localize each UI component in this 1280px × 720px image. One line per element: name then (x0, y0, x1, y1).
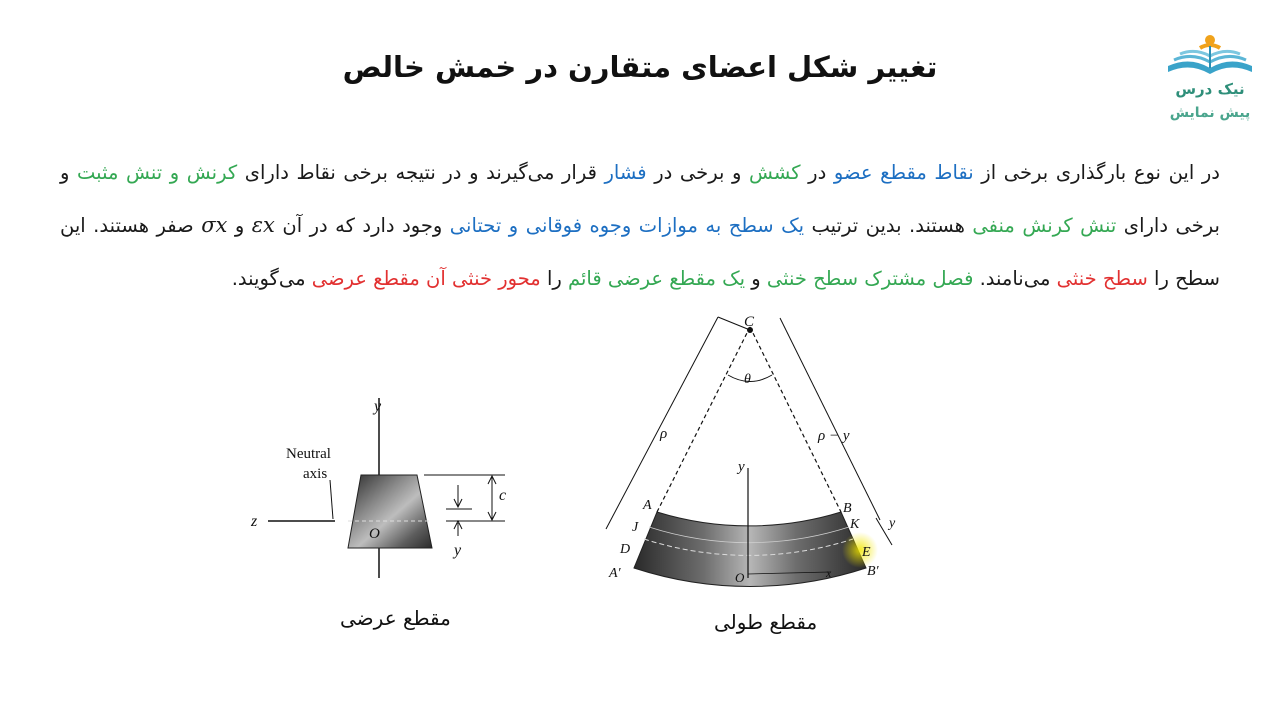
highlighted-term: تنش کرنش منفی (972, 214, 1117, 237)
label-b-prime: B′ (867, 564, 879, 579)
highlighted-term: فصل مشترک سطح خنثی (766, 267, 974, 290)
cs-c-label: c (499, 487, 507, 504)
highlighted-term: نقاط مقطع عضو (833, 161, 974, 184)
paragraph-text: و (227, 214, 252, 237)
label-o: O (735, 570, 745, 585)
label-b: B (843, 501, 852, 516)
cs-neutral-label-2: axis (303, 466, 328, 482)
label-theta: θ (744, 372, 751, 387)
cs-z-label: z (251, 513, 258, 530)
label-y-dim: y (889, 516, 896, 531)
label-rho: ρ (660, 426, 668, 442)
highlighted-term: کشش (749, 161, 801, 184)
logo-sub-text: پیش نمایش (1169, 105, 1251, 121)
label-long-y: y (738, 459, 745, 475)
paragraph-text: در (800, 161, 834, 184)
highlighted-term: یک مقطع عرضی قائم (568, 267, 746, 290)
paragraph-text: هستند. بدین ترتیب (804, 214, 973, 237)
highlighted-term: یک سطح به موازات وجوه فوقانی و تحتانی (449, 214, 805, 237)
label-a: A (643, 498, 652, 513)
neutral-axis-leader (330, 480, 333, 519)
point-e-highlight (842, 532, 878, 568)
highlighted-term: سطح خنثی (1056, 267, 1148, 290)
label-x: x (826, 566, 832, 580)
cross-section-figure (250, 398, 506, 578)
paragraph-text: و برخی دارای (60, 161, 1220, 237)
highlighted-term: محور خنثی آن مقطع عرضی (311, 267, 541, 290)
label-rho-minus-y: ρ − y (818, 428, 850, 444)
paragraph-text: قرار می‌گیرند و در نتیجه برخی نقاط دارای (237, 161, 605, 184)
label-c: C (744, 314, 755, 330)
radius-line-right (750, 327, 841, 512)
cs-y-dim-label: y (454, 542, 462, 559)
paragraph-text: را (540, 267, 568, 290)
math-symbol: σx (201, 213, 228, 237)
cs-o-label: O (369, 526, 380, 542)
cs-y-label: y (374, 398, 382, 415)
label-k: K (850, 517, 860, 532)
logo-brand-text: نیک درس (1175, 80, 1245, 98)
paragraph-text: می‌نامند. (973, 267, 1057, 290)
rho-minus-y-dim-line (780, 318, 880, 520)
label-j: J (632, 520, 639, 535)
highlighted-term: کرنش و تنش مثبت (77, 161, 238, 184)
caption-longitudinal: مقطع طولی (714, 610, 818, 634)
cs-neutral-label-1: Neutral (286, 446, 331, 462)
paragraph-text: و (745, 267, 767, 290)
paragraph-text: صفر هستند. این سطح را (60, 214, 1220, 290)
label-a-prime: A′ (609, 566, 621, 581)
paragraph-text: می‌گویند. (231, 267, 312, 290)
label-e: E (862, 545, 871, 560)
trapezoid-section (348, 475, 432, 548)
caption-cross-section: مقطع عرضی (340, 606, 451, 630)
paragraph-text: در این نوع بارگذاری برخی از (973, 161, 1220, 184)
page-title: تغییر شکل اعضای متقارن در خمش خالص (342, 50, 938, 84)
label-d: D (620, 542, 631, 557)
radius-line-left (657, 327, 750, 512)
math-symbol: εx (251, 213, 275, 237)
highlighted-term: فشار (604, 161, 647, 184)
longitudinal-figure (606, 314, 896, 586)
paragraph-text: وجود دارد که در آن (274, 214, 450, 237)
paragraph-text: و برخی در (646, 161, 750, 184)
